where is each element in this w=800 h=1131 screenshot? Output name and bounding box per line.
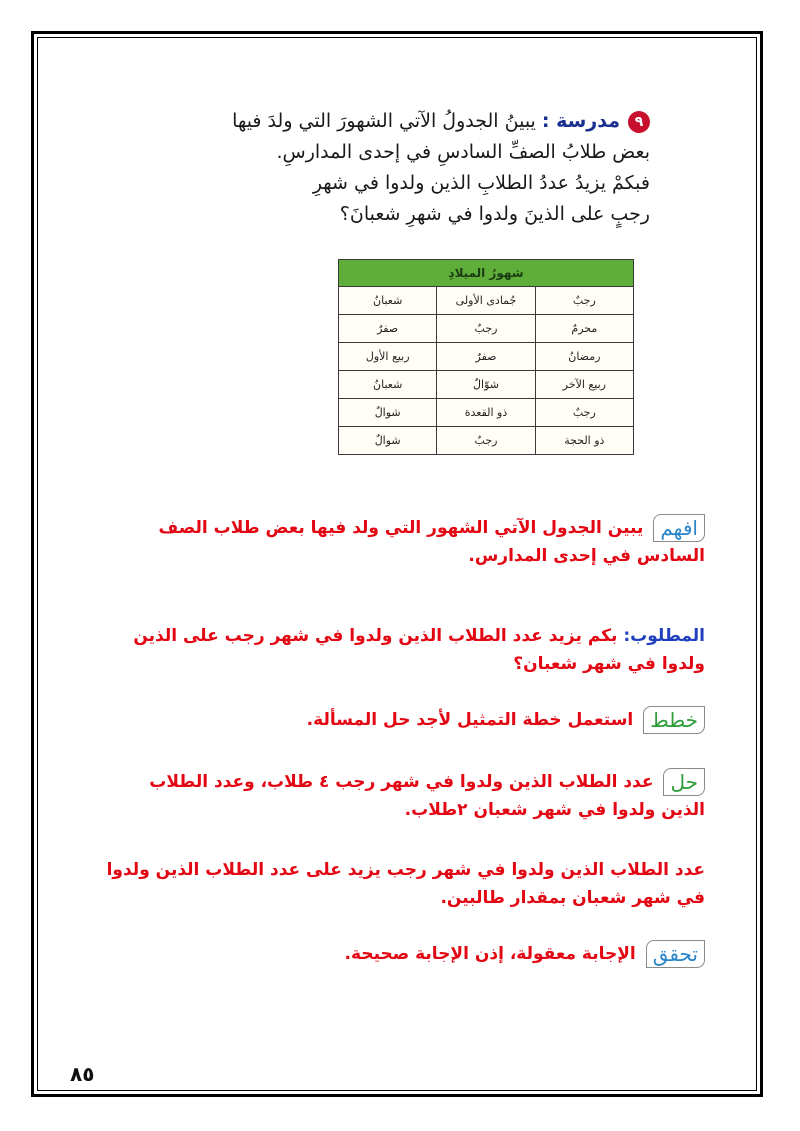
table-row xyxy=(339,371,634,399)
table-cell: ربيع الأول xyxy=(339,343,437,371)
problem-text-2: بعض طلابُ الصفِّ السادسِ في إحدى المدارسِ. xyxy=(276,141,650,163)
birth-months-table xyxy=(338,259,634,455)
table-cell: رجبٌ xyxy=(437,427,535,455)
table-row xyxy=(339,399,634,427)
table-cell: شوالٌ xyxy=(339,399,437,427)
problem-keyword: مدرسة : xyxy=(541,110,620,132)
check-tag: تحقق xyxy=(646,940,705,968)
solve-conclusion xyxy=(100,856,705,912)
understand-section xyxy=(100,514,705,570)
plan-tag: خطط xyxy=(643,706,705,734)
page-number: ٨٥ xyxy=(70,1062,95,1086)
check-text: الإجابة معقولة، إذن الإجابة صحيحة. xyxy=(344,944,636,964)
plan-section xyxy=(100,706,705,734)
required-label: المطلوب: xyxy=(623,626,705,646)
table-row xyxy=(339,315,634,343)
solve-section xyxy=(100,768,705,824)
solve-tag: حل xyxy=(663,768,705,796)
table-cell: ربيع الآخر xyxy=(535,371,633,399)
table-cell: ذو القعدة xyxy=(437,399,535,427)
solve-conclusion-text: عدد الطلاب الذين ولدوا في شهر رجب يزيد على عدد الطلاب الذين ولدوا في شهر شعبان بمقدار طالبين. xyxy=(106,860,705,908)
required-section xyxy=(100,622,705,678)
understand-tag: افهم xyxy=(653,514,705,542)
solve-text: عدد الطلاب الذين ولدوا في شهر رجب ٤ طلاب، وعدد الطلاب الذين ولدوا في شهر شعبان ٢طلاب. xyxy=(149,772,705,820)
problem-text-3: فبكمْ يزيدُ عددُ الطلابِ الذين ولدوا في شهرِ xyxy=(312,172,650,194)
table-cell: صفرٌ xyxy=(339,315,437,343)
table-cell: ذو الحجة xyxy=(535,427,633,455)
table-cell: رجبٌ xyxy=(535,399,633,427)
understand-text: يبين الجدول الآتي الشهور التي ولد فيها بعض طلاب الصف السادس في إحدى المدارس. xyxy=(158,518,705,566)
problem-statement xyxy=(180,106,650,230)
problem-line-1 xyxy=(180,106,650,137)
table-row xyxy=(339,287,634,315)
table-cell: شعبانُ xyxy=(339,287,437,315)
problem-text-1: يبينُ الجدولُ الآتي الشهورَ التي ولدَ فيها xyxy=(232,110,536,132)
required-text: بكم يزيد عدد الطلاب الذين ولدوا في شهر رجب على الذين ولدوا في شهر شعبان؟ xyxy=(133,626,705,674)
problem-text-4: رجبٍ على الذينَ ولدوا في شهرِ شعبانَ؟ xyxy=(339,203,650,225)
table-header: شهورُ الميلادِ xyxy=(339,260,634,287)
table-cell: صفرٌ xyxy=(437,343,535,371)
plan-text: استعمل خطة التمثيل لأجد حل المسألة. xyxy=(306,710,634,730)
table-row xyxy=(339,427,634,455)
table-cell: رمضانُ xyxy=(535,343,633,371)
table-cell: رجبٌ xyxy=(535,287,633,315)
table-cell: شوالٌ xyxy=(339,427,437,455)
table-cell: جُمادى الأولى xyxy=(437,287,535,315)
problem-number-badge: ٩ xyxy=(628,111,650,133)
table-cell: رجبٌ xyxy=(437,315,535,343)
table-cell: شوّالٌ xyxy=(437,371,535,399)
table-cell: شعبانُ xyxy=(339,371,437,399)
check-section xyxy=(100,940,705,968)
table-cell: محرمٌ xyxy=(535,315,633,343)
table-row xyxy=(339,343,634,371)
